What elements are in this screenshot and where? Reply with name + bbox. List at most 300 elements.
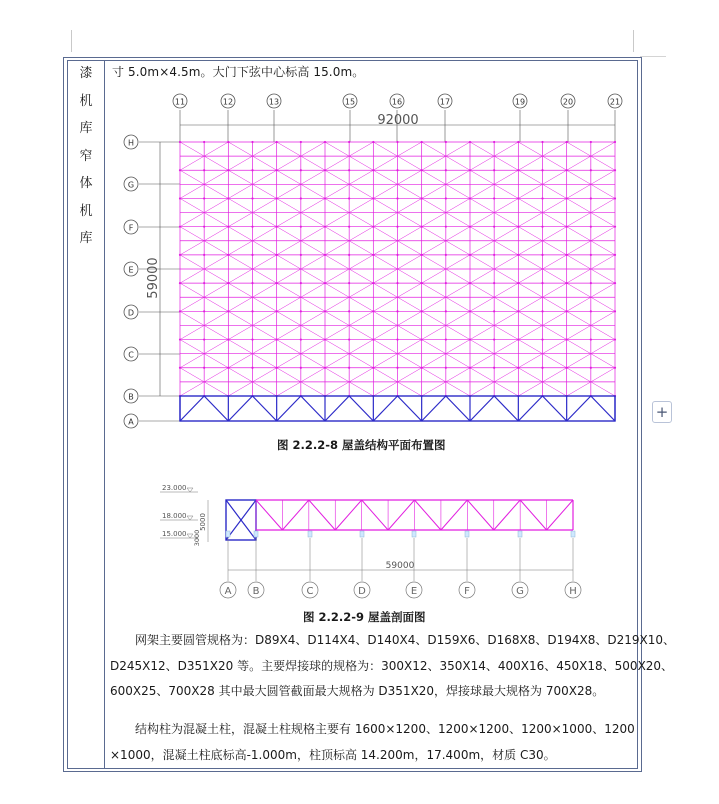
- grid-diagonal: [591, 156, 615, 170]
- grid-diagonal: [470, 354, 494, 368]
- label-char: 机: [79, 203, 93, 219]
- perimeter-truss-frame: [180, 396, 615, 421]
- grid-diagonal: [470, 241, 494, 255]
- grid-diagonal: [398, 340, 422, 354]
- grid-diagonal: [543, 255, 567, 269]
- grid-diagonal: [567, 213, 591, 227]
- support-block: [308, 531, 312, 537]
- grid-diagonal: [422, 354, 446, 368]
- axis-label: E: [128, 265, 134, 275]
- figure-caption-section: 图 2.2.2-9 屋盖剖面图: [303, 610, 426, 624]
- grid-diagonal: [470, 213, 494, 227]
- grid-diagonal: [228, 241, 252, 255]
- grid-diagonal: [518, 354, 542, 368]
- axis-label: H: [569, 586, 577, 597]
- grid-node: [396, 141, 398, 143]
- grid-diagonal: [494, 325, 518, 339]
- axis-label: C: [128, 350, 134, 360]
- grid-diagonal: [518, 227, 542, 241]
- grid-node: [421, 169, 423, 171]
- grid-diagonal: [567, 255, 591, 269]
- grid-node: [614, 367, 616, 369]
- truss-diagonal: [547, 500, 573, 530]
- grid-diagonal: [204, 156, 228, 170]
- grid-diagonal: [180, 227, 204, 241]
- grid-node: [179, 254, 181, 256]
- grid-diagonal: [422, 283, 446, 297]
- grid-diagonal: [204, 255, 228, 269]
- grid-diagonal: [446, 311, 470, 325]
- grid-node: [541, 254, 543, 256]
- grid-node: [251, 197, 253, 199]
- grid-node: [396, 226, 398, 228]
- support-block: [518, 531, 522, 537]
- grid-diagonal: [591, 241, 615, 255]
- grid-diagonal: [543, 170, 567, 184]
- grid-node: [203, 226, 205, 228]
- grid-diagonal: [373, 255, 397, 269]
- grid-node: [566, 169, 568, 171]
- grid-node: [348, 141, 350, 143]
- grid-diagonal: [349, 297, 373, 311]
- grid-diagonal: [518, 241, 542, 255]
- perimeter-truss-diagonal: [398, 396, 422, 421]
- grid-diagonal: [228, 382, 252, 396]
- truss-diagonal: [335, 500, 361, 530]
- grid-node: [517, 310, 519, 312]
- grid-diagonal: [253, 142, 277, 156]
- grid-node: [445, 141, 447, 143]
- grid-diagonal: [301, 198, 325, 212]
- grid-diagonal: [180, 156, 204, 170]
- grid-diagonal: [591, 184, 615, 198]
- grid-diagonal: [325, 269, 349, 283]
- grid-diagonal: [518, 198, 542, 212]
- grid-node: [614, 169, 616, 171]
- grid-node: [324, 367, 326, 369]
- grid-node: [300, 282, 302, 284]
- grid-diagonal: [518, 142, 542, 156]
- grid-node: [372, 310, 374, 312]
- grid-node: [493, 310, 495, 312]
- grid-diagonal: [204, 269, 228, 283]
- grid-node: [276, 282, 278, 284]
- perimeter-truss-diagonal: [446, 396, 470, 421]
- grid-node: [590, 226, 592, 228]
- grid-diagonal: [398, 311, 422, 325]
- grid-node: [541, 282, 543, 284]
- grid-diagonal: [518, 368, 542, 382]
- grid-diagonal: [422, 340, 446, 354]
- grid-node: [445, 282, 447, 284]
- grid-diagonal: [349, 269, 373, 283]
- grid-diagonal: [446, 269, 470, 283]
- grid-diagonal: [494, 142, 518, 156]
- grid-node: [469, 226, 471, 228]
- grid-node: [493, 282, 495, 284]
- grid-diagonal: [349, 142, 373, 156]
- perimeter-truss-diagonal: [518, 396, 542, 421]
- grid-diagonal: [277, 354, 301, 368]
- grid-node: [517, 141, 519, 143]
- grid-diagonal: [373, 269, 397, 283]
- grid-diagonal: [543, 368, 567, 382]
- grid-node: [227, 338, 229, 340]
- dimension-label-width: 92000: [377, 113, 419, 128]
- elevation-marker: [187, 488, 193, 492]
- grid-diagonal: [180, 213, 204, 227]
- grid-diagonal: [349, 170, 373, 184]
- grid-diagonal: [180, 297, 204, 311]
- grid-node: [300, 254, 302, 256]
- grid-diagonal: [398, 368, 422, 382]
- label-char: 漆: [79, 66, 93, 81]
- grid-node: [614, 141, 616, 143]
- grid-diagonal: [591, 382, 615, 396]
- truss-diagonal: [388, 500, 414, 530]
- grid-node: [372, 197, 374, 199]
- grid-node: [276, 367, 278, 369]
- grid-node: [276, 169, 278, 171]
- grid-diagonal: [567, 198, 591, 212]
- grid-diagonal: [494, 340, 518, 354]
- grid-diagonal: [349, 156, 373, 170]
- grid-node: [493, 367, 495, 369]
- grid-node: [445, 169, 447, 171]
- grid-node: [348, 226, 350, 228]
- grid-diagonal: [543, 325, 567, 339]
- grid-diagonal: [422, 170, 446, 184]
- grid-diagonal: [349, 311, 373, 325]
- grid-diagonal: [325, 368, 349, 382]
- grid-node: [493, 226, 495, 228]
- grid-node: [469, 367, 471, 369]
- grid-node: [324, 197, 326, 199]
- grid-diagonal: [446, 368, 470, 382]
- perimeter-truss-diagonal: [204, 396, 228, 421]
- grid-diagonal: [567, 311, 591, 325]
- grid-diagonal: [228, 170, 252, 184]
- grid-diagonal: [567, 297, 591, 311]
- grid-node: [396, 197, 398, 199]
- grid-node: [614, 338, 616, 340]
- grid-diagonal: [518, 170, 542, 184]
- elevation-label: 23.000: [162, 484, 187, 492]
- grid-diagonal: [373, 198, 397, 212]
- grid-diagonal: [422, 368, 446, 382]
- grid-node: [590, 338, 592, 340]
- grid-diagonal: [591, 354, 615, 368]
- grid-diagonal: [277, 368, 301, 382]
- grid-diagonal: [277, 241, 301, 255]
- grid-diagonal: [228, 227, 252, 241]
- grid-diagonal: [422, 213, 446, 227]
- grid-diagonal: [301, 325, 325, 339]
- dimension-label-height: 5000: [199, 513, 207, 531]
- text-line: ×1000，混凝土柱底标高-1.000m，柱顶标高 14.200m，17.400m，材质 C30。: [110, 747, 556, 762]
- grid-diagonal: [422, 382, 446, 396]
- grid-diagonal: [228, 156, 252, 170]
- grid-diagonal: [301, 170, 325, 184]
- grid-diagonal: [373, 368, 397, 382]
- grid-diagonal: [567, 227, 591, 241]
- axis-label: A: [128, 417, 134, 427]
- grid-diagonal: [398, 170, 422, 184]
- grid-diagonal: [180, 184, 204, 198]
- grid-diagonal: [180, 255, 204, 269]
- grid-diagonal: [543, 283, 567, 297]
- grid-node: [276, 254, 278, 256]
- add-block-button[interactable]: +: [652, 401, 672, 423]
- grid-diagonal: [325, 354, 349, 368]
- grid-diagonal: [543, 198, 567, 212]
- grid-diagonal: [253, 283, 277, 297]
- grid-node: [227, 169, 229, 171]
- axis-label: 21: [609, 97, 621, 107]
- grid-node: [590, 254, 592, 256]
- grid-diagonal: [518, 325, 542, 339]
- grid-diagonal: [422, 198, 446, 212]
- grid-diagonal: [301, 368, 325, 382]
- support-block: [360, 531, 364, 537]
- grid-node: [469, 197, 471, 199]
- grid-node: [493, 197, 495, 199]
- grid-node: [251, 141, 253, 143]
- axis-label: G: [127, 180, 135, 190]
- grid-diagonal: [253, 255, 277, 269]
- grid-diagonal: [518, 213, 542, 227]
- grid-diagonal: [446, 198, 470, 212]
- grid-node: [324, 282, 326, 284]
- grid-node: [517, 254, 519, 256]
- grid-diagonal: [398, 269, 422, 283]
- grid-diagonal: [470, 198, 494, 212]
- grid-node: [372, 141, 374, 143]
- grid-diagonal: [180, 269, 204, 283]
- grid-diagonal: [518, 311, 542, 325]
- grid-diagonal: [591, 198, 615, 212]
- grid-node: [614, 197, 616, 199]
- truss-diagonal: [282, 500, 308, 530]
- vertical-label-cell: [69, 60, 103, 253]
- grid-diagonal: [494, 297, 518, 311]
- support-block: [226, 531, 230, 537]
- grid-node: [493, 338, 495, 340]
- grid-node: [541, 141, 543, 143]
- grid-diagonal: [398, 297, 422, 311]
- page-margin-guide-top: [640, 56, 666, 57]
- grid-diagonal: [301, 311, 325, 325]
- axis-label: F: [464, 586, 470, 597]
- grid-diagonal: [567, 354, 591, 368]
- table-column-separator: [104, 60, 105, 769]
- grid-node: [541, 338, 543, 340]
- grid-node: [203, 338, 205, 340]
- grid-node: [372, 367, 374, 369]
- grid-diagonal: [398, 255, 422, 269]
- grid-diagonal: [228, 354, 252, 368]
- grid-node: [469, 141, 471, 143]
- axis-label: 13: [268, 97, 280, 107]
- grid-node: [179, 367, 181, 369]
- grid-node: [469, 254, 471, 256]
- grid-node: [566, 197, 568, 199]
- grid-diagonal: [567, 142, 591, 156]
- grid-diagonal: [591, 283, 615, 297]
- grid-node: [614, 282, 616, 284]
- grid-node: [445, 226, 447, 228]
- grid-diagonal: [349, 283, 373, 297]
- perimeter-truss-diagonal: [301, 396, 325, 421]
- axis-label: 15: [344, 97, 356, 107]
- grid-node: [445, 254, 447, 256]
- grid-node: [227, 197, 229, 199]
- grid-node: [517, 338, 519, 340]
- grid-node: [421, 141, 423, 143]
- grid-diagonal: [446, 354, 470, 368]
- grid-diagonal: [204, 297, 228, 311]
- grid-node: [469, 282, 471, 284]
- grid-diagonal: [373, 325, 397, 339]
- grid-diagonal: [422, 142, 446, 156]
- grid-node: [372, 338, 374, 340]
- grid-node: [517, 226, 519, 228]
- grid-diagonal: [470, 340, 494, 354]
- grid-diagonal: [277, 325, 301, 339]
- axis-label: 20: [562, 97, 574, 107]
- grid-node: [590, 197, 592, 199]
- grid-diagonal: [301, 156, 325, 170]
- grid-diagonal: [567, 368, 591, 382]
- grid-diagonal: [204, 241, 228, 255]
- grid-diagonal: [325, 297, 349, 311]
- axis-label: 19: [514, 97, 526, 107]
- grid-node: [300, 169, 302, 171]
- grid-diagonal: [277, 184, 301, 198]
- truss-diagonal: [467, 500, 493, 530]
- grid-diagonal: [325, 340, 349, 354]
- perimeter-truss-diagonal: [277, 396, 301, 421]
- grid-diagonal: [422, 311, 446, 325]
- support-block: [254, 531, 258, 537]
- grid-diagonal: [228, 283, 252, 297]
- grid-diagonal: [567, 241, 591, 255]
- grid-node: [324, 338, 326, 340]
- grid-diagonal: [398, 325, 422, 339]
- grid-node: [445, 197, 447, 199]
- grid-diagonal: [470, 325, 494, 339]
- grid-node: [421, 226, 423, 228]
- truss-diagonal: [309, 500, 335, 530]
- grid-node: [300, 141, 302, 143]
- grid-node: [396, 310, 398, 312]
- perimeter-truss-diagonal: [422, 396, 446, 421]
- grid-diagonal: [543, 213, 567, 227]
- grid-node: [251, 254, 253, 256]
- dimension-label-span: 59000: [385, 561, 415, 571]
- grid-diagonal: [422, 325, 446, 339]
- grid-diagonal: [446, 297, 470, 311]
- grid-diagonal: [591, 227, 615, 241]
- grid-diagonal: [494, 213, 518, 227]
- grid-diagonal: [277, 283, 301, 297]
- grid-node: [372, 282, 374, 284]
- grid-diagonal: [325, 241, 349, 255]
- grid-node: [590, 169, 592, 171]
- grid-diagonal: [253, 382, 277, 396]
- grid-node: [421, 338, 423, 340]
- grid-diagonal: [228, 325, 252, 339]
- grid-node: [421, 367, 423, 369]
- grid-node: [493, 141, 495, 143]
- grid-node: [541, 197, 543, 199]
- grid-diagonal: [398, 213, 422, 227]
- grid-diagonal: [180, 382, 204, 396]
- grid-diagonal: [591, 325, 615, 339]
- grid-node: [590, 282, 592, 284]
- grid-diagonal: [543, 142, 567, 156]
- grid-diagonal: [543, 184, 567, 198]
- grid-node: [227, 310, 229, 312]
- grid-node: [541, 169, 543, 171]
- dimension-label-height: 59000: [146, 257, 161, 299]
- grid-diagonal: [422, 297, 446, 311]
- grid-node: [300, 226, 302, 228]
- grid-node: [421, 254, 423, 256]
- grid-node: [396, 254, 398, 256]
- roof-section-figure: [150, 480, 610, 605]
- axis-label: B: [128, 392, 134, 402]
- grid-diagonal: [373, 340, 397, 354]
- grid-diagonal: [277, 382, 301, 396]
- grid-node: [445, 367, 447, 369]
- grid-diagonal: [567, 283, 591, 297]
- grid-diagonal: [277, 269, 301, 283]
- grid-node: [300, 338, 302, 340]
- grid-diagonal: [518, 283, 542, 297]
- grid-diagonal: [325, 184, 349, 198]
- paragraph-column-specs: [110, 717, 635, 768]
- grid-diagonal: [373, 297, 397, 311]
- text-line: 600X25、700X28 其中最大圆管截面最大规格为 D351X20，焊接球最大规格为 700X28。: [110, 684, 605, 698]
- grid-diagonal: [446, 142, 470, 156]
- grid-node: [251, 169, 253, 171]
- grid-node: [203, 141, 205, 143]
- grid-diagonal: [253, 269, 277, 283]
- grid-diagonal: [543, 340, 567, 354]
- paragraph-pipe-specs: [110, 628, 676, 705]
- grid-node: [203, 169, 205, 171]
- grid-diagonal: [518, 156, 542, 170]
- dimension-label-height: 3000: [193, 529, 201, 547]
- grid-diagonal: [277, 213, 301, 227]
- grid-diagonal: [349, 354, 373, 368]
- grid-node: [251, 338, 253, 340]
- grid-diagonal: [277, 340, 301, 354]
- grid-diagonal: [349, 198, 373, 212]
- elevation-label: 18.000: [162, 512, 187, 520]
- grid-node: [203, 367, 205, 369]
- grid-diagonal: [277, 198, 301, 212]
- grid-diagonal: [277, 227, 301, 241]
- grid-diagonal: [494, 311, 518, 325]
- grid-diagonal: [253, 198, 277, 212]
- grid-node: [566, 141, 568, 143]
- grid-diagonal: [470, 283, 494, 297]
- grid-diagonal: [398, 184, 422, 198]
- grid-diagonal: [543, 354, 567, 368]
- grid-diagonal: [228, 213, 252, 227]
